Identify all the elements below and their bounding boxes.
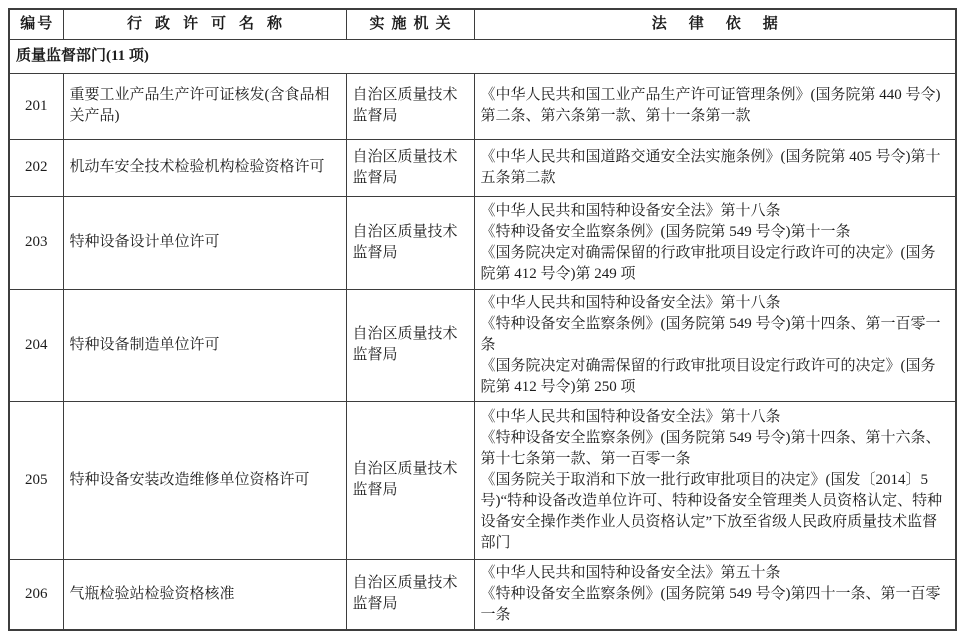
legal-basis (474, 289, 956, 401)
legal-basis-line: 《中华人民共和国特种设备安全法》第五十条 (480, 564, 781, 581)
license-name: 特种设备安装改造维修单位资格许可 (63, 401, 346, 559)
implementing-agency: 自治区质量技术监督局 (346, 196, 474, 289)
legal-basis-line: 《中华人民共和国特种设备安全法》第十八条 (480, 202, 781, 219)
section-row (9, 39, 956, 73)
legal-basis-line: 《特种设备安全监察条例》(国务院第 549 号令)第十四条、第一百零一条 (480, 315, 941, 353)
license-name: 特种设备设计单位许可 (63, 196, 346, 289)
license-name: 气瓶检验站检验资格核准 (63, 559, 346, 630)
table-row (9, 196, 956, 289)
column-header-legal: 法律依据 (474, 9, 956, 39)
header-row (9, 9, 956, 39)
legal-basis (474, 401, 956, 559)
legal-basis-line: 《特种设备安全监察条例》(国务院第 549 号令)第十四条、第十六条、第十七条第一款、第一百零一条 (480, 429, 941, 467)
license-name: 机动车安全技术检验机构检验资格许可 (63, 139, 346, 196)
legal-basis-line: 《国务院关于取消和下放一批行政审批项目的决定》(国发〔2014〕5 号)“特种设备改造单位许可、特种设备安全管理类人员资格认定、特种设备安全操作类作业人员资格认定”下放至省级人民政府质量技术监督部门 (480, 471, 943, 551)
row-number: 203 (9, 196, 63, 289)
legal-basis-line: 《特种设备安全监察条例》(国务院第 549 号令)第四十一条、第一百零一条 (480, 585, 941, 623)
license-name: 特种设备制造单位许可 (63, 289, 346, 401)
implementing-agency: 自治区质量技术监督局 (346, 289, 474, 401)
column-header-agency: 实施机关 (346, 9, 474, 39)
section-title: 质量监督部门(11 项) (9, 39, 956, 73)
license-table (8, 8, 957, 631)
implementing-agency: 自治区质量技术监督局 (346, 73, 474, 139)
row-number: 205 (9, 401, 63, 559)
table-row (9, 73, 956, 139)
row-number: 202 (9, 139, 63, 196)
legal-basis-line: 《中华人民共和国道路交通安全法实施条例》(国务院第 405 号令)第十五条第二款 (480, 148, 941, 186)
column-header-name: 行政许可名称 (63, 9, 346, 39)
legal-basis-line: 《国务院决定对确需保留的行政审批项目设定行政许可的决定》(国务院第 412 号令)第 250 项 (480, 357, 936, 395)
column-header-id: 编号 (9, 9, 63, 39)
implementing-agency: 自治区质量技术监督局 (346, 401, 474, 559)
table-row (9, 401, 956, 559)
implementing-agency: 自治区质量技术监督局 (346, 559, 474, 630)
table-row (9, 289, 956, 401)
implementing-agency: 自治区质量技术监督局 (346, 139, 474, 196)
legal-basis-line: 《特种设备安全监察条例》(国务院第 549 号令)第十一条 (480, 223, 851, 240)
table-row (9, 139, 956, 196)
row-number: 206 (9, 559, 63, 630)
legal-basis-line: 《中华人民共和国特种设备安全法》第十八条 (480, 408, 781, 425)
legal-basis (474, 559, 956, 630)
row-number: 204 (9, 289, 63, 401)
table-row (9, 559, 956, 630)
legal-basis (474, 139, 956, 196)
legal-basis (474, 73, 956, 139)
row-number: 201 (9, 73, 63, 139)
legal-basis (474, 196, 956, 289)
legal-basis-line: 《中华人民共和国特种设备安全法》第十八条 (480, 294, 781, 311)
legal-basis-line: 《中华人民共和国工业产品生产许可证管理条例》(国务院第 440 号令)第二条、第六条第一款、第十一条第一款 (480, 87, 941, 124)
legal-basis-line: 《国务院决定对确需保留的行政审批项目设定行政许可的决定》(国务院第 412 号令)第 249 项 (480, 244, 936, 282)
license-name: 重要工业产品生产许可证核发(含食品相关产品) (63, 73, 346, 139)
